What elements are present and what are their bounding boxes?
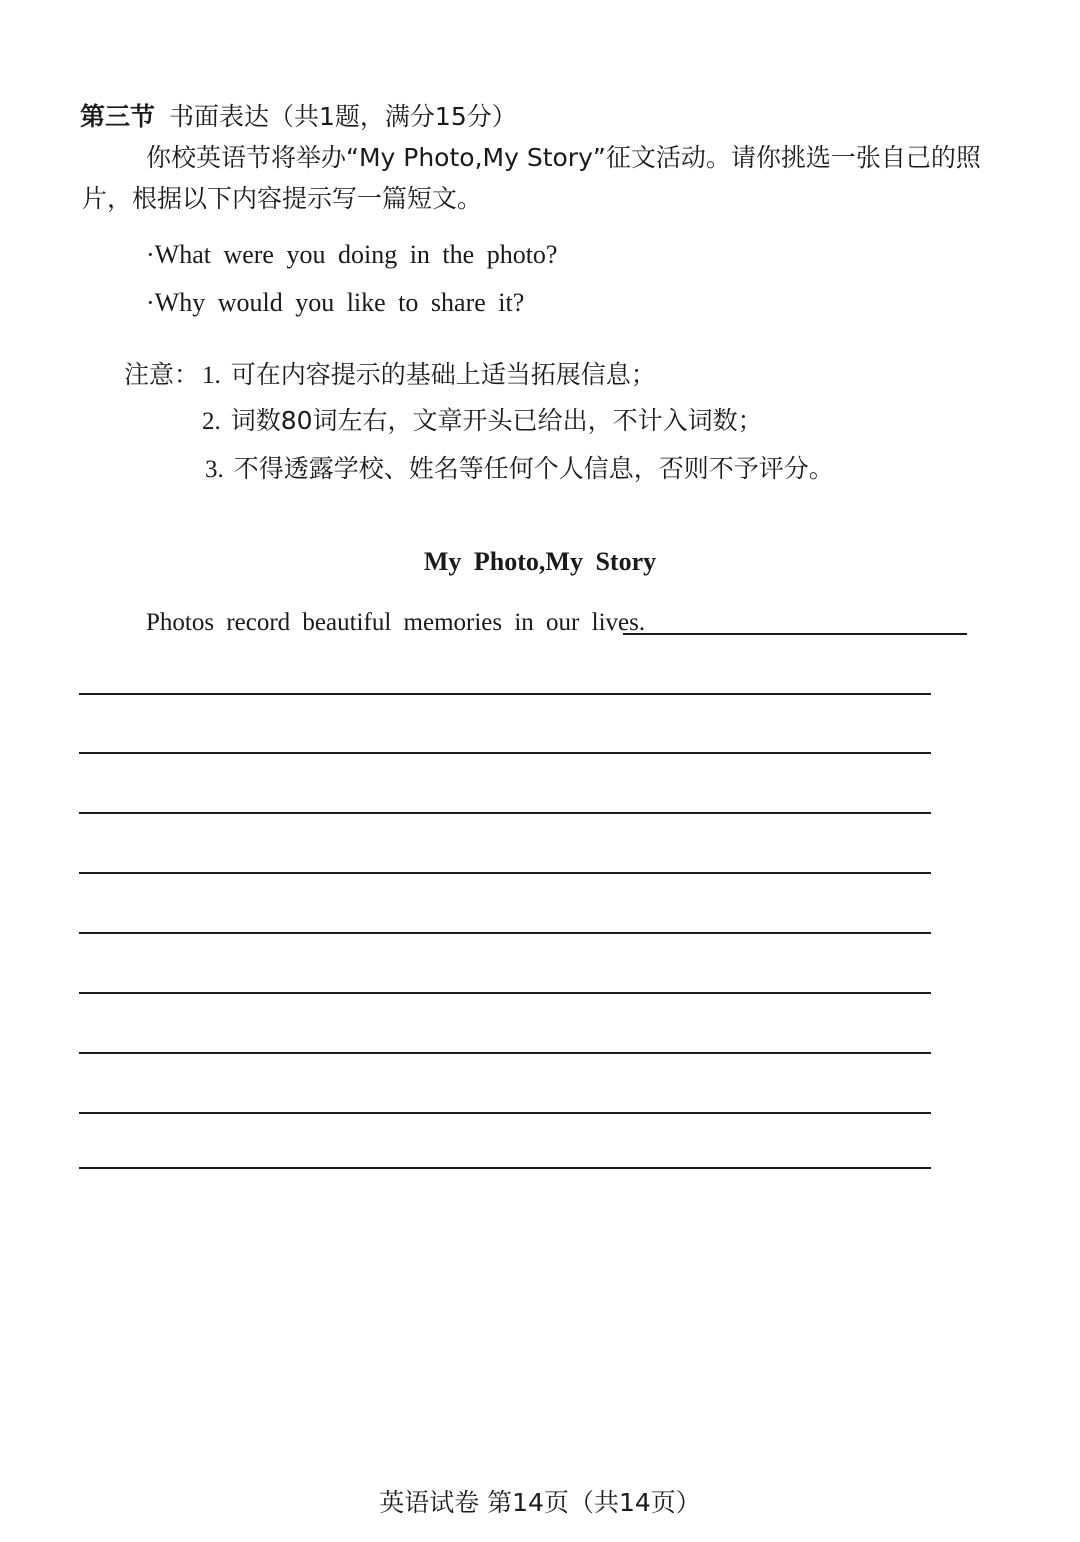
note-text: 词数80词左右，文章开头已给出，不计入词数； xyxy=(230,406,763,435)
page-footer: 英语试卷 第14页（共14页） xyxy=(379,1488,701,1517)
answer-writing-line[interactable] xyxy=(79,812,931,814)
prompt-item: ·Why would you like to share it? xyxy=(146,288,525,317)
prompt-item: ·What were you doing in the photo? xyxy=(146,240,558,269)
notes-label: 注意： xyxy=(124,360,200,389)
section-title: 书面表达（共1题，满分15分） xyxy=(169,102,517,131)
note-item xyxy=(202,404,763,439)
note-number: 3. xyxy=(205,456,224,483)
answer-writing-line[interactable] xyxy=(79,1112,931,1114)
section-heading xyxy=(80,100,517,134)
note-text: 可在内容提示的基础上适当拓展信息； xyxy=(230,360,656,389)
note-number: 2. xyxy=(202,408,221,435)
intro-line-1: 你校英语节将举办“My Photo,My Story”征文活动。请你挑选一张自己的照 xyxy=(146,143,981,172)
answer-writing-line[interactable] xyxy=(79,752,931,754)
answer-writing-line[interactable] xyxy=(79,872,931,874)
answer-writing-line[interactable] xyxy=(79,1167,931,1169)
intro-line-2: 片，根据以下内容提示写一篇短文。 xyxy=(82,184,483,213)
section-label: 第三节 xyxy=(80,102,156,131)
note-item xyxy=(205,452,834,487)
note-text: 不得透露学校、姓名等任何个人信息，否则不予评分。 xyxy=(233,454,834,483)
answer-writing-line[interactable] xyxy=(79,992,931,994)
note-number: 1. xyxy=(202,362,221,389)
answer-writing-line[interactable] xyxy=(79,693,931,695)
essay-title: My Photo,My Story xyxy=(423,547,657,576)
answer-writing-line[interactable] xyxy=(79,932,931,934)
note-item xyxy=(202,358,656,393)
essay-opening-sentence: Photos record beautiful memories in our lives. xyxy=(146,609,646,636)
answer-writing-line[interactable] xyxy=(79,1052,931,1054)
answer-blank-line[interactable] xyxy=(623,633,967,635)
